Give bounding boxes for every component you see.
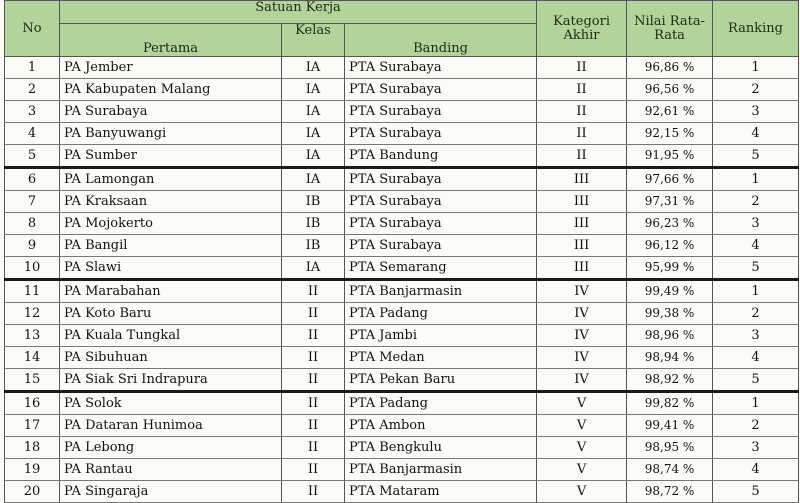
row-no: 20 bbox=[5, 481, 60, 503]
row-ranking: 2 bbox=[713, 415, 799, 437]
row-banding: PTA Surabaya bbox=[345, 235, 537, 257]
row-kelas: IB bbox=[282, 235, 345, 257]
row-no: 10 bbox=[5, 257, 60, 280]
row-no: 8 bbox=[5, 213, 60, 235]
header-ranking: Ranking bbox=[713, 1, 799, 57]
row-pertama: PA Dataran Hunimoa bbox=[60, 415, 282, 437]
row-nilai: 91,95 % bbox=[627, 145, 713, 168]
row-ranking: 4 bbox=[713, 123, 799, 145]
row-ranking: 1 bbox=[713, 280, 799, 303]
row-pertama: PA Koto Baru bbox=[60, 303, 282, 325]
row-kategori: V bbox=[537, 459, 627, 481]
row-pertama: PA Slawi bbox=[60, 257, 282, 280]
row-pertama: PA Solok bbox=[60, 392, 282, 415]
row-kategori: II bbox=[537, 79, 627, 101]
row-kelas: IA bbox=[282, 168, 345, 191]
row-no: 9 bbox=[5, 235, 60, 257]
row-pertama: PA Marabahan bbox=[60, 280, 282, 303]
row-banding: PTA Mataram bbox=[345, 481, 537, 503]
table-row bbox=[5, 257, 799, 280]
row-ranking: 2 bbox=[713, 191, 799, 213]
row-kelas: II bbox=[282, 459, 345, 481]
row-ranking: 5 bbox=[713, 145, 799, 168]
row-nilai: 99,41 % bbox=[627, 415, 713, 437]
row-pertama: PA Singaraja bbox=[60, 481, 282, 503]
row-kategori: III bbox=[537, 213, 627, 235]
row-nilai: 99,49 % bbox=[627, 280, 713, 303]
row-banding: PTA Bengkulu bbox=[345, 437, 537, 459]
row-no: 11 bbox=[5, 280, 60, 303]
row-nilai: 98,94 % bbox=[627, 347, 713, 369]
row-pertama: PA Siak Sri Indrapura bbox=[60, 369, 282, 392]
ranking-table-container bbox=[4, 0, 798, 500]
row-kategori: II bbox=[537, 145, 627, 168]
row-ranking: 3 bbox=[713, 325, 799, 347]
row-nilai: 95,99 % bbox=[627, 257, 713, 280]
row-nilai: 98,74 % bbox=[627, 459, 713, 481]
row-ranking: 3 bbox=[713, 213, 799, 235]
row-ranking: 2 bbox=[713, 303, 799, 325]
row-pertama: PA Mojokerto bbox=[60, 213, 282, 235]
row-no: 2 bbox=[5, 79, 60, 101]
header-satuan-kerja: Satuan Kerja bbox=[60, 1, 537, 24]
table-row bbox=[5, 325, 799, 347]
row-no: 7 bbox=[5, 191, 60, 213]
row-kelas: IA bbox=[282, 101, 345, 123]
row-pertama: PA Lebong bbox=[60, 437, 282, 459]
row-kelas: II bbox=[282, 325, 345, 347]
row-pertama: PA Bangil bbox=[60, 235, 282, 257]
row-kategori: IV bbox=[537, 280, 627, 303]
row-nilai: 98,96 % bbox=[627, 325, 713, 347]
table-row bbox=[5, 459, 799, 481]
row-kelas: II bbox=[282, 415, 345, 437]
row-kategori: II bbox=[537, 57, 627, 79]
row-banding: PTA Padang bbox=[345, 392, 537, 415]
row-no: 5 bbox=[5, 145, 60, 168]
header-pertama: Pertama bbox=[60, 24, 282, 57]
row-no: 3 bbox=[5, 101, 60, 123]
row-kategori: V bbox=[537, 392, 627, 415]
row-ranking: 4 bbox=[713, 347, 799, 369]
row-no: 14 bbox=[5, 347, 60, 369]
row-pertama: PA Lamongan bbox=[60, 168, 282, 191]
table-row bbox=[5, 347, 799, 369]
row-kelas: IA bbox=[282, 257, 345, 280]
row-nilai: 98,72 % bbox=[627, 481, 713, 503]
row-ranking: 3 bbox=[713, 437, 799, 459]
header-kategori-akhir: Kategori Akhir bbox=[537, 1, 627, 57]
table-row bbox=[5, 168, 799, 191]
ranking-table bbox=[4, 0, 799, 503]
header-kelas: Kelas bbox=[282, 24, 345, 57]
table-row bbox=[5, 101, 799, 123]
row-kategori: IV bbox=[537, 325, 627, 347]
row-pertama: PA Kuala Tungkal bbox=[60, 325, 282, 347]
row-banding: PTA Banjarmasin bbox=[345, 280, 537, 303]
row-kelas: II bbox=[282, 303, 345, 325]
row-kelas: II bbox=[282, 392, 345, 415]
row-ranking: 1 bbox=[713, 392, 799, 415]
table-row bbox=[5, 235, 799, 257]
row-kategori: V bbox=[537, 481, 627, 503]
row-pertama: PA Kabupaten Malang bbox=[60, 79, 282, 101]
row-no: 17 bbox=[5, 415, 60, 437]
row-kelas: II bbox=[282, 369, 345, 392]
row-banding: PTA Surabaya bbox=[345, 79, 537, 101]
row-banding: PTA Surabaya bbox=[345, 191, 537, 213]
row-banding: PTA Padang bbox=[345, 303, 537, 325]
row-pertama: PA Sumber bbox=[60, 145, 282, 168]
row-kelas: IB bbox=[282, 213, 345, 235]
row-kategori: III bbox=[537, 168, 627, 191]
row-ranking: 5 bbox=[713, 481, 799, 503]
row-ranking: 1 bbox=[713, 168, 799, 191]
row-nilai: 92,15 % bbox=[627, 123, 713, 145]
table-row bbox=[5, 369, 799, 392]
row-pertama: PA Sibuhuan bbox=[60, 347, 282, 369]
row-ranking: 5 bbox=[713, 369, 799, 392]
row-no: 1 bbox=[5, 57, 60, 79]
table-row bbox=[5, 191, 799, 213]
row-nilai: 96,56 % bbox=[627, 79, 713, 101]
row-kelas: IA bbox=[282, 57, 345, 79]
row-no: 12 bbox=[5, 303, 60, 325]
row-nilai: 99,38 % bbox=[627, 303, 713, 325]
row-pertama: PA Kraksaan bbox=[60, 191, 282, 213]
row-banding: PTA Semarang bbox=[345, 257, 537, 280]
row-no: 19 bbox=[5, 459, 60, 481]
table-row bbox=[5, 437, 799, 459]
row-nilai: 99,82 % bbox=[627, 392, 713, 415]
row-no: 16 bbox=[5, 392, 60, 415]
row-banding: PTA Surabaya bbox=[345, 57, 537, 79]
row-banding: PTA Ambon bbox=[345, 415, 537, 437]
table-row bbox=[5, 57, 799, 79]
table-row bbox=[5, 79, 799, 101]
row-kelas: II bbox=[282, 437, 345, 459]
row-ranking: 1 bbox=[713, 57, 799, 79]
row-banding: PTA Surabaya bbox=[345, 168, 537, 191]
table-row bbox=[5, 123, 799, 145]
row-kelas: IA bbox=[282, 145, 345, 168]
table-row bbox=[5, 280, 799, 303]
row-no: 15 bbox=[5, 369, 60, 392]
row-nilai: 96,23 % bbox=[627, 213, 713, 235]
row-kategori: IV bbox=[537, 369, 627, 392]
table-body bbox=[5, 57, 799, 503]
row-pertama: PA Jember bbox=[60, 57, 282, 79]
row-no: 13 bbox=[5, 325, 60, 347]
row-pertama: PA Surabaya bbox=[60, 101, 282, 123]
table-row bbox=[5, 145, 799, 168]
row-pertama: PA Rantau bbox=[60, 459, 282, 481]
row-nilai: 96,86 % bbox=[627, 57, 713, 79]
row-kelas: IA bbox=[282, 79, 345, 101]
table-row bbox=[5, 415, 799, 437]
row-banding: PTA Surabaya bbox=[345, 213, 537, 235]
row-kategori: V bbox=[537, 437, 627, 459]
row-kelas: II bbox=[282, 347, 345, 369]
row-kategori: III bbox=[537, 235, 627, 257]
row-kelas: IB bbox=[282, 191, 345, 213]
row-kategori: III bbox=[537, 257, 627, 280]
table-header bbox=[5, 1, 799, 57]
row-kelas: II bbox=[282, 280, 345, 303]
row-nilai: 98,95 % bbox=[627, 437, 713, 459]
row-nilai: 97,66 % bbox=[627, 168, 713, 191]
row-banding: PTA Bandung bbox=[345, 145, 537, 168]
table-row bbox=[5, 213, 799, 235]
row-kategori: V bbox=[537, 415, 627, 437]
header-banding: Banding bbox=[345, 24, 537, 57]
row-no: 6 bbox=[5, 168, 60, 191]
row-no: 4 bbox=[5, 123, 60, 145]
row-kategori: II bbox=[537, 101, 627, 123]
row-banding: PTA Banjarmasin bbox=[345, 459, 537, 481]
header-no: No bbox=[5, 1, 60, 57]
row-pertama: PA Banyuwangi bbox=[60, 123, 282, 145]
row-nilai: 98,92 % bbox=[627, 369, 713, 392]
row-ranking: 5 bbox=[713, 257, 799, 280]
row-banding: PTA Medan bbox=[345, 347, 537, 369]
row-ranking: 2 bbox=[713, 79, 799, 101]
row-nilai: 92,61 % bbox=[627, 101, 713, 123]
header-nilai-rata-rata: Nilai Rata-Rata bbox=[627, 1, 713, 57]
row-kelas: II bbox=[282, 481, 345, 503]
row-banding: PTA Surabaya bbox=[345, 123, 537, 145]
row-banding: PTA Pekan Baru bbox=[345, 369, 537, 392]
row-kategori: IV bbox=[537, 347, 627, 369]
row-ranking: 4 bbox=[713, 459, 799, 481]
row-kategori: III bbox=[537, 191, 627, 213]
row-kategori: IV bbox=[537, 303, 627, 325]
row-no: 18 bbox=[5, 437, 60, 459]
row-banding: PTA Jambi bbox=[345, 325, 537, 347]
row-ranking: 4 bbox=[713, 235, 799, 257]
table-row bbox=[5, 303, 799, 325]
row-nilai: 97,31 % bbox=[627, 191, 713, 213]
table-row bbox=[5, 392, 799, 415]
row-ranking: 3 bbox=[713, 101, 799, 123]
row-nilai: 96,12 % bbox=[627, 235, 713, 257]
row-kategori: II bbox=[537, 123, 627, 145]
row-kelas: IA bbox=[282, 123, 345, 145]
table-row bbox=[5, 481, 799, 503]
row-banding: PTA Surabaya bbox=[345, 101, 537, 123]
